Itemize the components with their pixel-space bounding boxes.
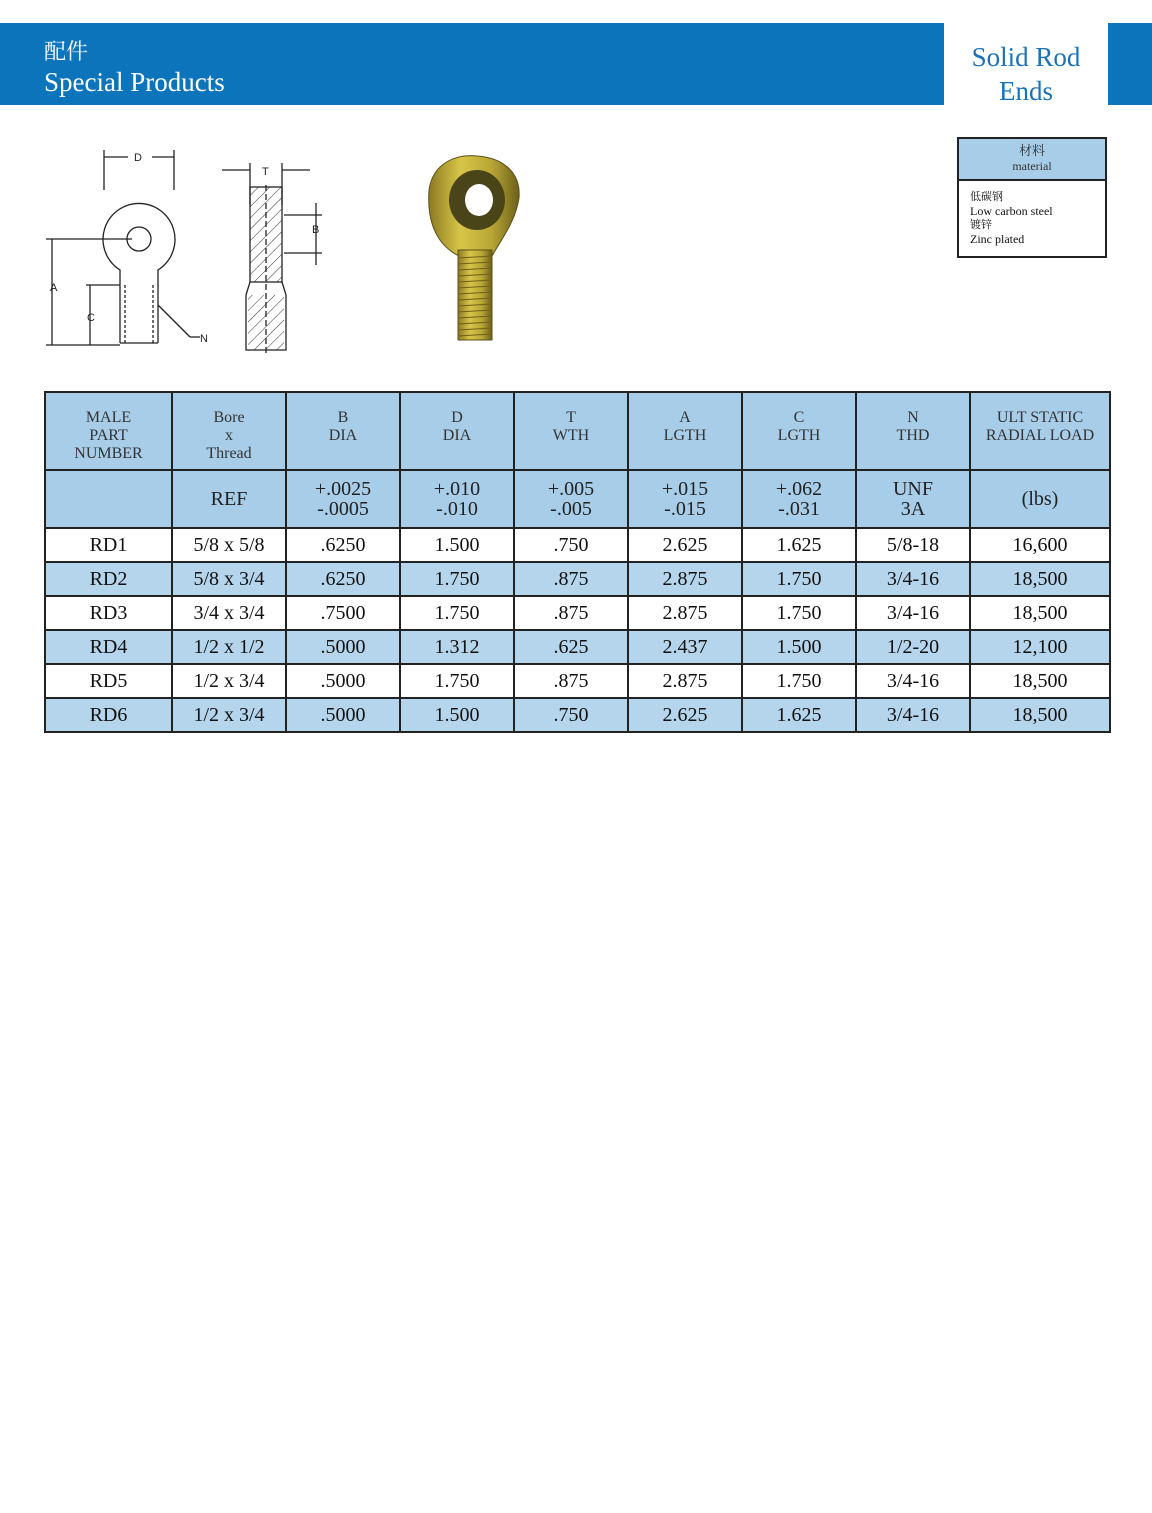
table-cell: 18,500 bbox=[970, 664, 1110, 698]
table-cell: .875 bbox=[514, 562, 628, 596]
dimension-label-t: T bbox=[262, 166, 269, 178]
header-a-lgth: A LGTH bbox=[628, 392, 742, 470]
material-box bbox=[957, 137, 1107, 258]
table-cell: .625 bbox=[514, 630, 628, 664]
product-title-line1: Solid Rod bbox=[971, 42, 1081, 72]
table-cell: 1.750 bbox=[400, 664, 514, 698]
material-line1-chinese: 低碳钢 bbox=[970, 190, 1003, 203]
dimension-label-b: B bbox=[312, 224, 320, 236]
title-english: Special Products bbox=[44, 67, 225, 97]
table-cell: 2.625 bbox=[628, 698, 742, 732]
table-cell: 1.750 bbox=[400, 596, 514, 630]
table-cell: 1/2 x 1/2 bbox=[172, 630, 286, 664]
table-cell: .750 bbox=[514, 528, 628, 562]
table-row bbox=[45, 596, 1110, 630]
tolerance-cell bbox=[45, 470, 172, 528]
table-cell: 5/8-18 bbox=[856, 528, 970, 562]
header-b-dia: B DIA bbox=[286, 392, 400, 470]
table-cell: RD3 bbox=[45, 596, 172, 630]
table-cell: RD1 bbox=[45, 528, 172, 562]
table-cell: 2.875 bbox=[628, 664, 742, 698]
table-cell: .5000 bbox=[286, 630, 400, 664]
table-cell: .750 bbox=[514, 698, 628, 732]
table-cell: 2.437 bbox=[628, 630, 742, 664]
table-cell: 3/4-16 bbox=[856, 698, 970, 732]
table-cell: 1.312 bbox=[400, 630, 514, 664]
tolerance-cell: +.010 -.010 bbox=[400, 470, 514, 528]
table-cell: 1.750 bbox=[742, 562, 856, 596]
table-cell: .6250 bbox=[286, 562, 400, 596]
table-row bbox=[45, 562, 1110, 596]
dimension-label-a: A bbox=[50, 282, 58, 294]
specifications-table bbox=[44, 391, 1111, 733]
table-row bbox=[45, 630, 1110, 664]
header-accent-block bbox=[1108, 23, 1152, 105]
material-header bbox=[959, 139, 1105, 181]
header-banner bbox=[0, 23, 944, 105]
table-cell: 12,100 bbox=[970, 630, 1110, 664]
tolerance-cell: +.062 -.031 bbox=[742, 470, 856, 528]
table-cell: .7500 bbox=[286, 596, 400, 630]
table-cell: RD6 bbox=[45, 698, 172, 732]
table-cell: .5000 bbox=[286, 698, 400, 732]
dimension-label-n: N bbox=[200, 333, 208, 345]
table-cell: 5/8 x 5/8 bbox=[172, 528, 286, 562]
table-cell: 3/4 x 3/4 bbox=[172, 596, 286, 630]
tolerance-cell: +.015 -.015 bbox=[628, 470, 742, 528]
table-cell: RD5 bbox=[45, 664, 172, 698]
table-cell: 1.750 bbox=[742, 664, 856, 698]
table-cell: 1/2-20 bbox=[856, 630, 970, 664]
header-d-dia: D DIA bbox=[400, 392, 514, 470]
table-cell: 2.875 bbox=[628, 562, 742, 596]
table-cell: 1.750 bbox=[400, 562, 514, 596]
table-cell: 5/8 x 3/4 bbox=[172, 562, 286, 596]
table-header-row bbox=[45, 392, 1110, 470]
table-cell: 1.625 bbox=[742, 528, 856, 562]
table-cell: .875 bbox=[514, 596, 628, 630]
header-c-lgth: C LGTH bbox=[742, 392, 856, 470]
tolerance-cell: +.005 -.005 bbox=[514, 470, 628, 528]
table-cell: 3/4-16 bbox=[856, 562, 970, 596]
tolerance-cell: (lbs) bbox=[970, 470, 1110, 528]
table-row bbox=[45, 698, 1110, 732]
material-line1-english: Low carbon steel bbox=[970, 204, 1053, 218]
dimension-label-d: D bbox=[134, 152, 142, 164]
table-cell: 1.500 bbox=[400, 698, 514, 732]
table-cell: 3/4-16 bbox=[856, 596, 970, 630]
table-cell: RD2 bbox=[45, 562, 172, 596]
table-cell: 1/2 x 3/4 bbox=[172, 698, 286, 732]
tolerance-cell: UNF 3A bbox=[856, 470, 970, 528]
table-cell: .875 bbox=[514, 664, 628, 698]
table-cell: 1.750 bbox=[742, 596, 856, 630]
table-cell: 1.500 bbox=[742, 630, 856, 664]
material-line2-english: Zinc plated bbox=[970, 232, 1025, 246]
table-cell: 18,500 bbox=[970, 562, 1110, 596]
product-title bbox=[944, 40, 1108, 108]
title-chinese: 配件 bbox=[44, 40, 89, 65]
header-part-number: MALE PART NUMBER bbox=[45, 392, 172, 470]
header-n-thd: N THD bbox=[856, 392, 970, 470]
header-bore-thread: Bore x Thread bbox=[172, 392, 286, 470]
tolerance-row bbox=[45, 470, 1110, 528]
table-cell: 1.500 bbox=[400, 528, 514, 562]
table-cell: 16,600 bbox=[970, 528, 1110, 562]
dimension-label-c: C bbox=[87, 312, 95, 324]
table-cell: 1/2 x 3/4 bbox=[172, 664, 286, 698]
rod-end-technical-drawing bbox=[40, 145, 340, 360]
tolerance-cell: +.0025 -.0005 bbox=[286, 470, 400, 528]
table-cell: 18,500 bbox=[970, 596, 1110, 630]
table-cell: RD4 bbox=[45, 630, 172, 664]
material-line2-chinese: 镀锌 bbox=[970, 218, 992, 231]
table-cell: .5000 bbox=[286, 664, 400, 698]
table-row bbox=[45, 528, 1110, 562]
table-cell: 2.625 bbox=[628, 528, 742, 562]
rod-end-product-photo bbox=[415, 150, 535, 345]
table-cell: .6250 bbox=[286, 528, 400, 562]
table-cell: 18,500 bbox=[970, 698, 1110, 732]
tolerance-cell: REF bbox=[172, 470, 286, 528]
table-cell: 2.875 bbox=[628, 596, 742, 630]
material-body bbox=[959, 181, 1105, 246]
material-title-english: material bbox=[1012, 159, 1052, 173]
table-cell: 1.625 bbox=[742, 698, 856, 732]
header-radial-load: ULT STATIC RADIAL LOAD bbox=[970, 392, 1110, 470]
product-title-line2: Ends bbox=[999, 76, 1053, 106]
header-t-wth: T WTH bbox=[514, 392, 628, 470]
table-cell: 3/4-16 bbox=[856, 664, 970, 698]
material-title-chinese: 材料 bbox=[1018, 144, 1045, 159]
table-row bbox=[45, 664, 1110, 698]
